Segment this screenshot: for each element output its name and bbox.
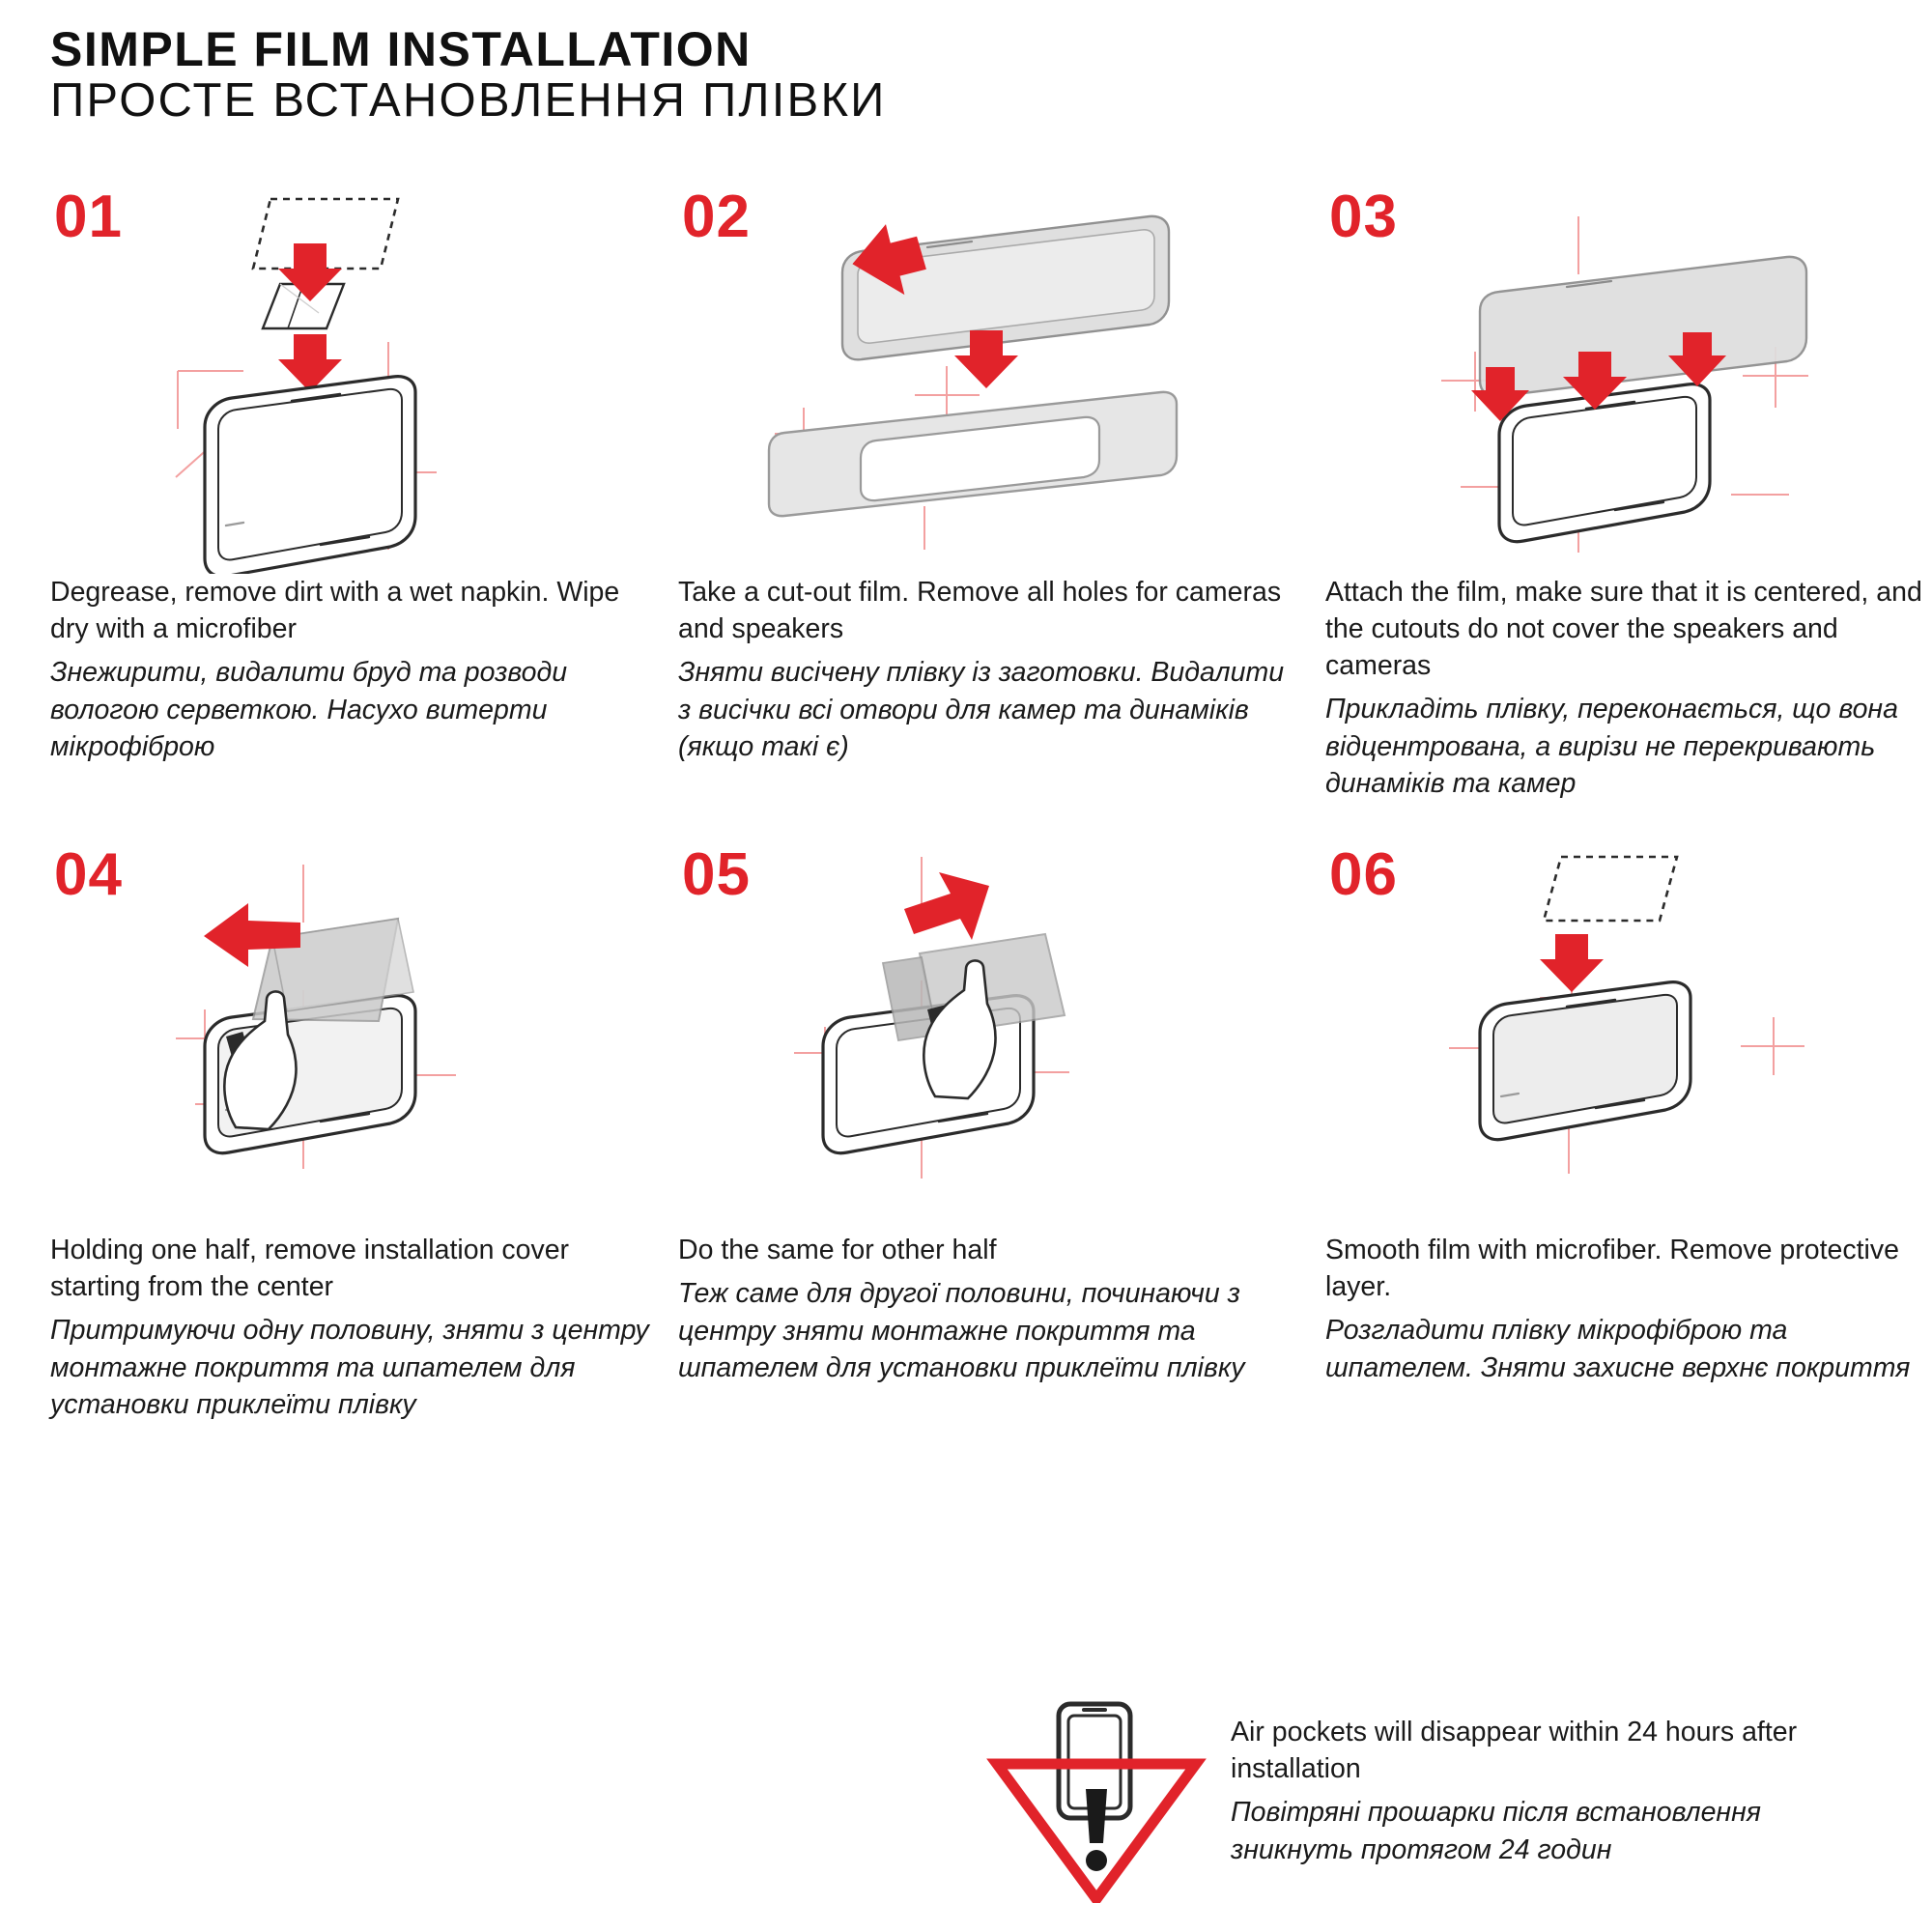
- step-text-en: Smooth film with microfiber. Remove protective layer.: [1325, 1234, 1899, 1303]
- step-illustration-04: [50, 840, 668, 1232]
- step-number: 05: [682, 840, 751, 908]
- step-number: 01: [54, 183, 123, 250]
- step-05: [678, 840, 1316, 1424]
- step-text-uk: Розгладити плівку мікрофіброю та шпателем. Зняти захисне верхнє покриття: [1325, 1315, 1911, 1383]
- step-number: 03: [1329, 183, 1398, 250]
- page-title-en: SIMPLE FILM INSTALLATION: [50, 22, 752, 76]
- peel-right-half-with-squeegee-icon: [678, 840, 1296, 1193]
- step-03: [1325, 183, 1932, 803]
- step-02: [678, 183, 1316, 803]
- step-text-en: Degrease, remove dirt with a wet napkin. Wipe dry with a microfiber: [50, 576, 620, 645]
- poster-header: [50, 22, 1893, 128]
- step-illustration-01: [50, 183, 668, 574]
- step-text-en: Do the same for other half: [678, 1234, 997, 1265]
- step-text-uk: Зняти висічену плівку із заготовки. Видалити з висічки всі отвори для камер та динаміків (якщо такі є): [678, 657, 1285, 763]
- step-illustration-06: [1325, 840, 1932, 1232]
- napkin-wiping-phone-icon: [50, 183, 649, 574]
- step-text-en: Take a cut-out film. Remove all holes for cameras and speakers: [678, 576, 1282, 645]
- step-number: 06: [1329, 840, 1398, 908]
- step-01: [50, 183, 668, 803]
- step-illustration-03: [1325, 183, 1932, 574]
- steps-grid: [50, 183, 1922, 1424]
- step-illustration-05: [678, 840, 1316, 1232]
- step-text-uk: Теж саме для другої половини, починаючи з центру зняти монтажне покриття та шпателем для установки приклеїти плівку: [678, 1278, 1245, 1383]
- step-06: [1325, 840, 1932, 1424]
- step-number: 04: [54, 840, 123, 908]
- step-text-uk: Прикладіть плівку, переконається, що вона відцентрована, а вирізи не перекривають динаміків та камер: [1325, 694, 1898, 800]
- step-04: [50, 840, 668, 1424]
- footer-text-en: Air pockets will disappear within 24 hours after installation: [1231, 1717, 1798, 1785]
- step-text-en: Attach the film, make sure that it is centered, and the cutouts do not cover the speakers and cameras: [1325, 576, 1922, 682]
- smooth-film-with-microfiber-icon: [1325, 840, 1924, 1193]
- film-peeled-from-sheet-icon: [678, 183, 1296, 574]
- step-illustration-02: [678, 183, 1316, 574]
- page-title-uk: ПРОСТЕ ВСТАНОВЛЕННЯ ПЛІВКИ: [50, 74, 887, 127]
- step-text-en: Holding one half, remove installation cover starting from the center: [50, 1234, 570, 1303]
- step-text-uk: Знежирити, видалити бруд та розводи вологою серветкою. Насухо витерти мікрофіброю: [50, 657, 568, 763]
- footer-text-uk: Повітряні прошарки після встановлення зникнуть протягом 24 годин: [1231, 1797, 1762, 1865]
- step-number: 02: [682, 183, 751, 250]
- step-text-uk: Притримуючи одну половину, зняти з центру монтажне покриття та шпателем для установки приклеїти плівку: [50, 1315, 649, 1421]
- footer-text-block: [1231, 1700, 1884, 1868]
- peel-left-half-with-squeegee-icon: [50, 840, 649, 1193]
- warning-triangle-phone-icon: [985, 1700, 1208, 1903]
- footer-note: [985, 1700, 1884, 1903]
- film-aligned-over-phone-icon: [1325, 183, 1924, 574]
